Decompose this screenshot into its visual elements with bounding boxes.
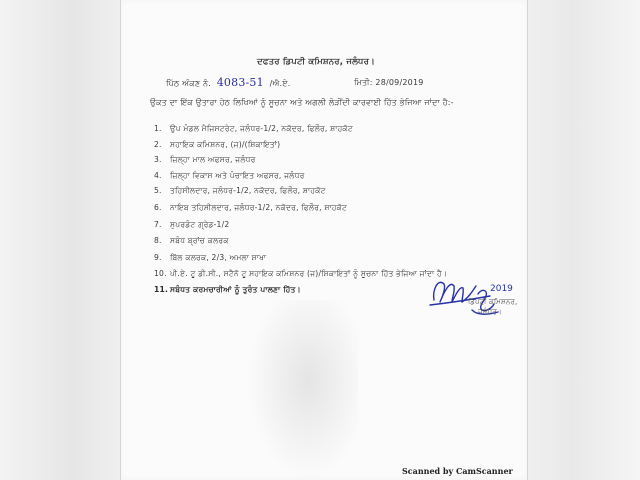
endorsement-line (166, 76, 291, 89)
date-value: 28/09/2019 (375, 78, 424, 87)
signatory-designation: ਡਿਪਟੀ ਕਮਿਸ਼ਨਰ, (468, 298, 518, 306)
endorsement-prefix: ਪਿੱਠ ਅੰਕਣ ਨੰ. (166, 79, 211, 88)
endorsement-number: 4083-51 (216, 76, 264, 89)
list-item: 9. ਬਿੱਲ ਕਲਰਕ, 2/3, ਅਮਲਾ ਸ਼ਾਖਾ (154, 253, 267, 262)
signature (428, 272, 524, 322)
intro-text: ਉਕਤ ਦਾ ਇੱਕ ਉਤਾਰਾ ਹੇਠ ਲਿਖਿਆਂ ਨੂੰ ਸੂਚਨਾ ਅਤੇ ਅਗਲੀ ਲੋੜੀਂਦੀ ਕਾਰਵਾਈ ਹਿੱਤ ਭੇਜਿਆ ਜਾਂਦਾ ਹੈ:- (150, 98, 454, 107)
scanner-watermark: Scanned by CamScanner (402, 466, 513, 476)
list-item: 3. ਜ਼ਿਲ੍ਹਾ ਮਾਲ ਅਫਸਰ, ਜਲੰਧਰ (154, 155, 256, 164)
list-item: 10. ਪੀ.ਏ. ਟੂ ਡੀ.ਸੀ., ਸਟੈਨੋ ਟੂ ਸਹਾਇਕ ਕਮਿਸ਼ਨਰ (ਜ)/ਸ਼ਿਕਾਇਤਾਂ ਨੂੰ ਸੂਚਨਾ ਹਿੱਤ ਭੇਜਿਆ ਜਾਂਦਾ ਹੈ। (154, 269, 448, 278)
page-edge-right (527, 0, 528, 480)
scan-smudge (248, 300, 358, 480)
list-item: 6. ਨਾਇਬ ਤਹਿਸੀਲਦਾਰ, ਜਲੰਧਰ-1/2, ਨਕੋਦਰ, ਫਿਲੌਰ, ਸ਼ਾਹਕੋਟ (154, 203, 348, 212)
endorsement-suffix: /ਐ.ਏ. (269, 79, 291, 88)
office-title: ਦਫਤਰ ਡਿਪਟੀ ਕਮਿਸ਼ਨਰ, ਜਲੰਧਰ। (257, 57, 375, 67)
list-item: 1. ਉਪ ਮੰਡਲ ਮੈਜਿਸਟਰੇਟ, ਜਲੰਧਰ-1/2, ਨਕੋਦਰ, ਫਿਲੌਰ, ਸ਼ਾਹਕੋਟ (154, 124, 353, 133)
page-edge-left (120, 0, 121, 480)
list-item: 2. ਸਹਾਇਕ ਕਮਿਸ਼ਨਰ, (ਜ)/(ਸ਼ਿਕਾਇਤਾਂ) (154, 140, 281, 149)
date-label: ਮਿਤੀ: (354, 78, 373, 87)
list-item: 11. ਸਬੰਧਤ ਕਰਮਚਾਰੀਆਂ ਨੂੰ ਤੁਰੰਤ ਪਾਲਣਾ ਹਿੱਤ। (154, 285, 301, 294)
svg-text:2019: 2019 (490, 284, 513, 294)
signatory-place: ਜਲੰਧਰ। (478, 308, 502, 316)
list-item: 5. ਤਹਿਸੀਲਦਾਰ, ਜਲੰਧਰ-1/2, ਨਕੋਦਰ, ਫਿਲੌਰ, ਸ਼ਾਹਕੋਟ (154, 186, 326, 195)
list-item: 4. ਜ਼ਿਲ੍ਹਾ ਵਿਕਾਸ ਅਤੇ ਪੰਚਾਇਤ ਅਫਸਰ, ਜਲੰਧਰ (154, 171, 305, 180)
background-right (528, 0, 640, 480)
list-item: 8. ਸਬੰਧ ਬ੍ਰਾਂਚ ਕਲਰਕ (154, 236, 229, 245)
date-line (354, 78, 424, 88)
list-item: 7. ਸੁਪਰਡੰਟ ਗ੍ਰੇਡ-1/2 (154, 220, 230, 229)
background-left (0, 0, 120, 480)
